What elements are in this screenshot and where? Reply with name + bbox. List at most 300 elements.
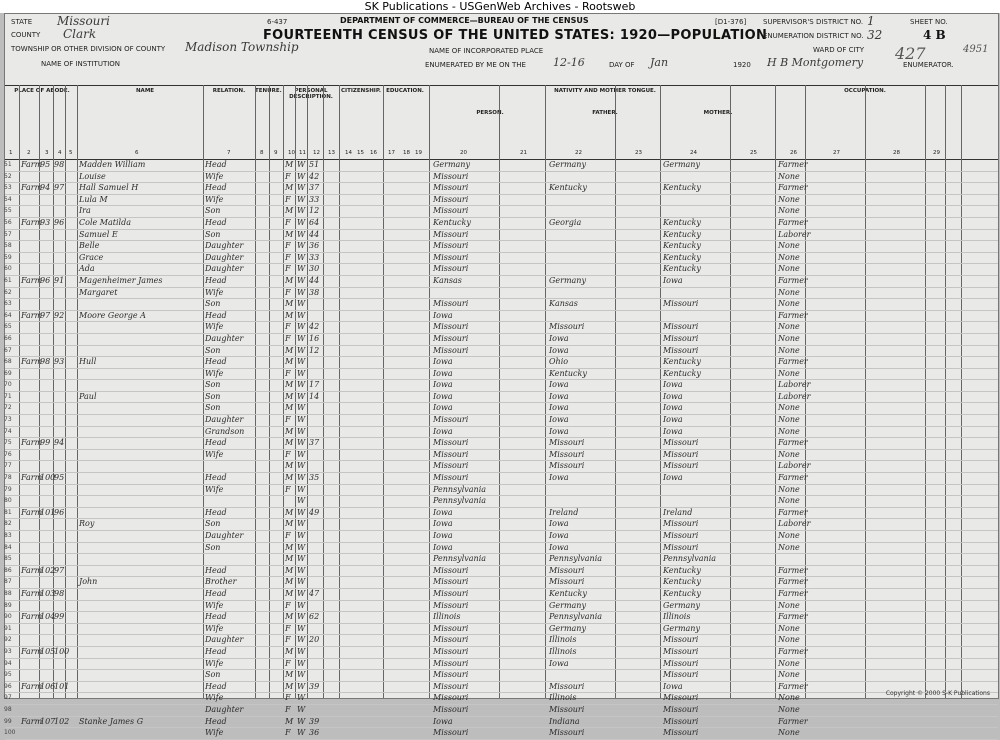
cell-occ: None [778,728,800,738]
cell-bp: Missouri [433,635,469,645]
cell-fbp: Iowa [549,519,569,529]
cell-occ: Farmer [778,588,808,598]
sheet-label: SHEET NO. [910,18,948,26]
cell-line: 51 [4,161,12,168]
cell-age: 49 [309,507,320,517]
column-number: 17 [388,150,395,156]
cell-mbp: Missouri [663,646,699,656]
cell-dw: 103 [40,588,56,598]
cell-mbp: Kentucky [663,588,701,598]
cell-race: W [297,322,306,332]
cell-race: W [297,229,306,239]
cell-sex: M [285,380,294,390]
cell-bp: Iowa [433,391,453,401]
table-row [5,496,998,508]
cell-rel: Son [205,403,221,413]
cell-mbp: Kentucky [663,229,701,239]
cell-race: W [297,507,306,517]
cell-mbp: Missouri [663,438,699,448]
cell-st: Farm [21,275,43,285]
cell-occ: None [778,449,800,459]
cell-fbp: Missouri [549,565,585,575]
cell-race: W [297,496,306,506]
cell-sex: M [285,542,294,552]
cell-occ: None [778,693,800,703]
cell-bp: Missouri [433,565,469,575]
cell-occ: None [778,496,800,506]
cell-sex: M [285,391,294,401]
cell-dw: 93 [40,217,51,227]
table-row [5,403,998,415]
cell-bp: Missouri [433,241,469,251]
cell-bp: Iowa [433,542,453,552]
cell-rel: Head [205,357,227,367]
cell-line: 70 [4,381,12,389]
cell-rel: Wife [205,368,224,378]
table-row [5,369,998,381]
cell-mbp: Iowa [663,426,683,436]
cell-sex: M [285,461,294,471]
cell-name: John [79,577,98,587]
cell-rel: Wife [205,658,224,668]
cell-dw: 96 [40,275,51,285]
cell-line: 64 [4,311,12,319]
cell-race: W [297,403,306,413]
cell-bp: Missouri [433,588,469,598]
cell-fbp: Missouri [549,449,585,459]
cell-race: W [297,275,306,285]
cell-mbp: Missouri [663,299,699,309]
cell-sex: M [285,612,294,622]
cell-sex: M [285,716,294,726]
cell-line: 81 [4,508,12,516]
cell-age: 14 [309,391,320,401]
cell-mbp: Iowa [663,473,683,483]
column-number: 14 [345,150,352,156]
cell-sex: F [285,171,291,181]
cell-fbp: Illinois [549,693,577,703]
cell-dw: 106 [40,681,56,691]
column-number: 1 [9,150,13,156]
cell-age: 62 [309,612,320,622]
cell-rel: Wife [205,693,224,703]
cell-rel: Head [205,473,227,483]
personal-header: PERSONAL DESCRIPTION. [289,88,333,100]
cell-mbp: Missouri [663,322,699,332]
cell-race: W [297,391,306,401]
table-row [5,624,998,636]
cell-fbp: Iowa [549,403,569,413]
cell-bp: Iowa [433,531,453,540]
cell-sex: M [285,310,294,320]
cell-rel: Son [205,229,221,239]
table-row [5,334,998,346]
cell-bp: Missouri [433,646,469,656]
table-row [5,241,998,253]
cell-rel: Head [205,507,227,517]
cell-occ: Farmer [778,681,808,691]
table-row [5,288,998,300]
cell-bp: Missouri [433,623,469,633]
cell-race: W [297,287,306,297]
table-row [5,577,998,589]
cell-occ: Farmer [778,357,808,367]
cell-line: 76 [4,450,12,458]
cell-mbp: Missouri [663,658,699,668]
cell-rel: Daughter [205,264,244,274]
cell-mbp: Missouri [663,519,699,529]
cell-fbp: Iowa [549,658,569,668]
cell-dw: 98 [40,357,51,367]
cell-bp: Missouri [433,449,469,459]
cell-age: 16 [309,333,320,343]
cell-bp: Missouri [433,264,469,274]
cell-fbp: Iowa [549,380,569,390]
cell-fam: 101 [54,681,70,691]
cell-occ: None [778,345,800,355]
cell-race: W [297,310,306,320]
table-row [5,346,998,358]
cell-age: 42 [309,171,320,181]
cell-sex: M [285,403,294,413]
column-number: 6 [135,150,139,156]
column-number: 9 [274,150,278,156]
cell-bp: Pennsylvania [433,554,487,564]
abode-header: PLACE OF ABODE. [14,88,70,94]
column-number: 5 [69,150,73,156]
cell-race: W [297,299,306,309]
person-header: PERSON. [476,110,504,116]
archive-banner: SK Publications - USGenWeb Archives - Rootsweb [0,0,1000,13]
cell-race: W [297,171,306,181]
cell-line: 80 [4,497,12,505]
name-header: NAME [135,88,155,94]
incorporated-label: NAME OF INCORPORATED PLACE [429,47,544,55]
cell-fam: 92 [54,310,65,320]
cell-sex: F [285,623,291,633]
cell-occ: Farmer [778,612,808,622]
cell-occ: None [778,531,800,540]
cell-occ: Farmer [778,473,808,483]
cell-race: W [297,542,306,552]
cell-mbp: Missouri [663,716,699,726]
cell-race: W [297,670,306,680]
table-row [5,531,998,543]
cell-age: 37 [309,438,320,448]
cell-bp: Missouri [433,183,469,193]
cell-mbp: Iowa [663,391,683,401]
cell-fbp: Missouri [549,681,585,691]
column-number: 8 [260,150,264,156]
cell-sex: F [285,693,291,703]
cell-age: 64 [309,217,320,227]
institution-label: NAME OF INSTITUTION [41,60,121,68]
cell-name: Ada [79,264,95,274]
cell-rel: Wife [205,194,224,204]
cell-occ: Farmer [778,507,808,517]
cell-fbp: Missouri [549,322,585,332]
cell-occ: None [778,171,800,181]
table-row [5,264,998,276]
cell-race: W [297,600,306,610]
cell-mbp: Germany [663,160,700,169]
cell-name: Hull [79,357,97,367]
cell-occ: Farmer [778,160,808,169]
cell-bp: Missouri [433,322,469,332]
cell-race: W [297,635,306,645]
cell-fam: 100 [54,646,70,656]
cell-sex: F [285,449,291,459]
cell-fam: 98 [54,588,65,598]
cell-fbp: Indiana [549,716,580,726]
census-rows [5,160,998,740]
enumerator-value: H B Montgomery [767,56,864,69]
cell-line: 83 [4,532,12,539]
copyright-notice: Copyright © 2000 S-K Publications [885,690,990,697]
cell-name: Stanke James G [79,716,144,726]
county-label: COUNTY [11,31,41,39]
cell-name: Madden William [79,160,146,169]
cell-race: W [297,426,306,436]
cell-rel: Wife [205,623,224,633]
table-row [5,682,998,694]
cell-name: Magenheimer James [79,275,163,285]
cell-fbp: Pennsylvania [549,612,603,622]
cell-bp: Kentucky [433,217,471,227]
cell-race: W [297,380,306,390]
enumeration-value: 32 [867,28,883,42]
cell-bp: Missouri [433,693,469,703]
cell-dw: 104 [40,612,56,622]
cell-dw: 100 [40,473,56,483]
column-number: 4 [58,150,62,156]
column-number: 24 [690,150,697,156]
cell-line: 86 [4,566,12,574]
table-row [5,473,998,485]
column-number: 18 [403,150,410,156]
table-row [5,311,998,323]
cell-sex: M [285,565,294,575]
cell-mbp: Kentucky [663,183,701,193]
table-row [5,276,998,288]
cell-bp: Missouri [433,704,469,714]
cell-race: W [297,264,306,274]
cell-bp: Missouri [433,670,469,680]
cell-fbp: Iowa [549,473,569,483]
cell-rel: Head [205,310,227,320]
cell-age: 51 [309,160,320,169]
cell-fam: 99 [54,612,65,622]
cell-race: W [297,704,306,714]
cell-fbp: Illinois [549,635,577,645]
cell-age: 39 [309,681,320,691]
cell-bp: Missouri [433,333,469,343]
cell-line: 77 [4,462,12,470]
cell-line: 73 [4,416,12,424]
cell-occ: None [778,415,800,425]
cell-line: 58 [4,242,12,250]
cell-st: Farm [21,716,43,726]
cell-bp: Missouri [433,229,469,239]
education-header: EDUCATION. [386,88,424,94]
cell-age: 44 [309,275,320,285]
cell-st: Farm [21,217,43,227]
cell-race: W [297,565,306,575]
township-value: Madison Township [185,40,299,54]
column-number: 13 [328,150,335,156]
cell-bp: Iowa [433,380,453,390]
cell-mbp: Germany [663,600,700,610]
margin-number: 4951 [963,44,989,55]
table-row [5,230,998,242]
cell-fam: 96 [54,507,65,517]
cell-age: 38 [309,287,320,297]
table-row [5,183,998,195]
cell-mbp: Kentucky [663,368,701,378]
cell-bp: Missouri [433,728,469,738]
table-row [5,519,998,531]
cell-mbp: Missouri [663,693,699,703]
cell-fbp: Germany [549,275,586,285]
cell-line: 96 [4,682,12,690]
cell-occ: None [778,658,800,668]
cell-rel: Son [205,391,221,401]
table-row [5,728,998,740]
cell-sex: F [285,322,291,332]
cell-occ: None [778,299,800,309]
cell-occ: Laborer [778,380,811,390]
cell-rel: Head [205,565,227,575]
cell-bp: Missouri [433,345,469,355]
table-row [5,415,998,427]
cell-sex: M [285,438,294,448]
cell-name: Hall Samuel H [79,183,139,193]
cell-st: Farm [21,473,43,483]
cell-rel: Son [205,206,221,216]
cell-bp: Missouri [433,438,469,448]
column-number: 10 [288,150,295,156]
cell-sex: M [285,554,294,564]
cell-age: 20 [309,635,320,645]
cell-rel: Wife [205,449,224,459]
cell-sex: F [285,368,291,378]
cell-mbp: Missouri [663,333,699,343]
cell-bp: Missouri [433,415,469,425]
cell-dw: 107 [40,716,56,726]
cell-mbp: Kentucky [663,217,701,227]
cell-fam: 98 [54,160,65,169]
table-row [5,670,998,682]
enumerated-day: 12-16 [553,56,585,69]
table-row [5,543,998,555]
cell-sex: M [285,670,294,680]
cell-occ: None [778,241,800,251]
cell-sex: F [285,658,291,668]
cell-sex: M [285,519,294,529]
cell-line: 56 [4,218,12,226]
cell-rel: Head [205,646,227,656]
cell-occ: None [778,670,800,680]
cell-rel: Head [205,716,227,726]
cell-age: 30 [309,264,320,274]
cell-st: Farm [21,310,43,320]
cell-race: W [297,461,306,471]
cell-occ: None [778,264,800,274]
cell-rel: Daughter [205,415,244,425]
cell-fbp: Iowa [549,333,569,343]
cell-race: W [297,345,306,355]
mother-header: MOTHER. [703,110,733,116]
cell-rel: Wife [205,287,224,297]
cell-dw: 102 [40,565,56,575]
column-number: 21 [520,150,527,156]
cell-sex: M [285,183,294,193]
cell-occ: None [778,252,800,262]
cell-fam: 102 [54,716,70,726]
cell-rel: Wife [205,322,224,332]
cell-rel: Daughter [205,704,244,714]
cell-fbp: Kansas [549,299,578,309]
cell-occ: None [778,333,800,343]
census-sheet [4,13,999,738]
cell-name: Paul [79,391,97,401]
cell-mbp: Missouri [663,670,699,680]
cell-name: Cole Matilda [79,217,131,227]
cell-occ: None [778,403,800,413]
cell-occ: Farmer [778,565,808,575]
supervisor-label: SUPERVISOR'S DISTRICT NO. [763,18,864,26]
cell-fam: 93 [54,357,65,367]
cell-race: W [297,368,306,378]
cell-bp: Missouri [433,252,469,262]
cell-bp: Iowa [433,507,453,517]
enumerator-label: ENUMERATOR. [903,61,954,69]
cell-name: Louise [79,171,106,181]
cell-rel: Son [205,519,221,529]
cell-rel: Head [205,183,227,193]
cell-line: 65 [4,323,12,331]
column-number: 19 [415,150,422,156]
cell-bp: Iowa [433,426,453,436]
cell-st: Farm [21,588,43,598]
cell-fbp: Iowa [549,531,569,540]
cell-race: W [297,519,306,529]
cell-race: W [297,449,306,459]
cell-line: 67 [4,346,12,354]
cell-fbp: Missouri [549,577,585,587]
cell-line: 93 [4,647,12,655]
cell-mbp: Missouri [663,449,699,459]
cell-race: W [297,484,306,494]
cell-occ: None [778,426,800,436]
table-row [5,357,998,369]
cell-occ: None [778,600,800,610]
cell-age: 37 [309,183,320,193]
column-number: 3 [45,150,49,156]
cell-mbp: Iowa [663,403,683,413]
cell-occ: None [778,368,800,378]
cell-st: Farm [21,681,43,691]
cell-mbp: Missouri [663,461,699,471]
cell-rel: Daughter [205,635,244,645]
cell-sex: F [285,287,291,297]
cell-fbp: Missouri [549,728,585,738]
column-number: 23 [635,150,642,156]
cell-age: 33 [309,252,320,262]
table-row [5,508,998,520]
cell-line: 84 [4,543,12,551]
cell-sex: M [285,345,294,355]
